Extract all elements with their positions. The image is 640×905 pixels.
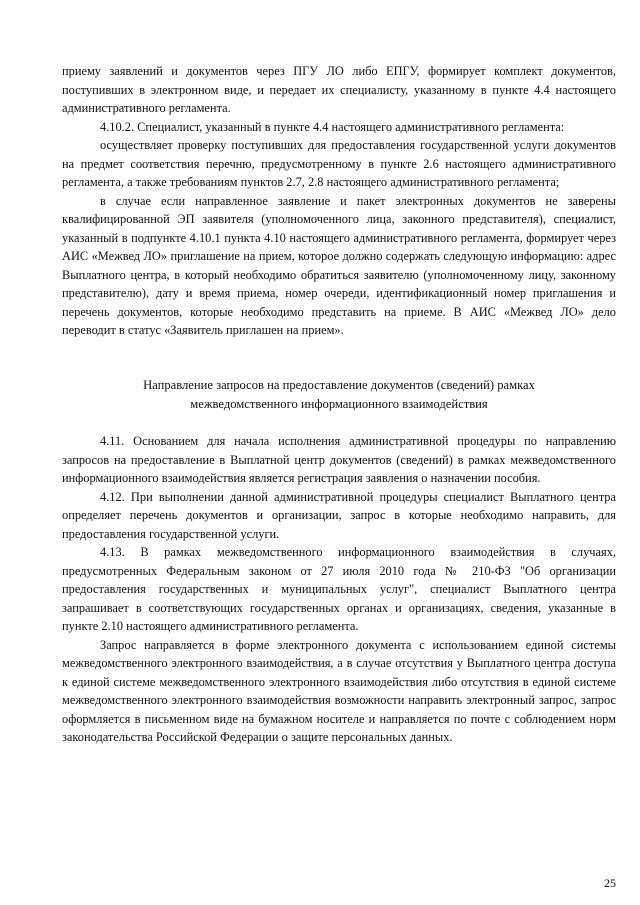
- section-heading: [62, 376, 616, 414]
- section-heading-line-2: межведомственного информационного взаимодействия: [190, 397, 488, 411]
- paragraph-4-11: 4.11. Основанием для начала исполнения административной процедуры по направлению запросов на предоставление в Выплатной центр документов (сведений) в рамках межведомственного информационного взаимодействия является регистрация заявления о назначении пособия.: [62, 434, 616, 485]
- paragraph-4-12: 4.12. При выполнении данной административной процедуры специалист Выплатного центра определяет перечень документов и организации, запрос в которые необходимо направить, для предоставления государственной услуги.: [62, 489, 616, 541]
- section-heading-line-1: Направление запросов на предоставление документов (сведений) рамках: [143, 378, 535, 392]
- paragraph-request-form: Запрос направляется в форме электронного документа с использованием единой системы межведомственного электронного взаимодействия, а в случае отсутствия у Выплатного центра доступа к единой системе межведомственного электронного взаимодействия либо отсутствия в единой системе межведомственного электронного взаимодействия возможности направить электронный запрос, запрос оформляется в письменном виде на бумажном носителе и направляется по почте с соблюдением норм законодательства Российской Федерации о защите персональных данных.: [62, 637, 616, 744]
- paragraph-4-13: 4.13. В рамках межведомственного информационного взаимодействия в случаях, предусмотренных Федеральным законом от 27 июля 2010 года № 210-ФЗ "Об организации предоставления государственных и муниципальных услуг", специалист Выплатного центра запрашивает в соответствующих государственных органах и организациях, сведения, указанные в пункте 2.10 настоящего административного регламента.: [62, 545, 616, 633]
- paragraph-4-10-2: 4.10.2. Специалист, указанный в пункте 4.4 настоящего административного регламента:: [100, 119, 565, 134]
- page-number: 25: [604, 876, 616, 890]
- paragraph-verification: осуществляет проверку поступивших для предоставления государственной услуги документов на предмет соответствия перечню, предусмотренному в пункте 2.6 настоящего административного регламента, а также требованиям пунктов 2.7, 2.8 настоящего административного регламента;: [62, 138, 616, 189]
- text-block-lower: [62, 432, 616, 747]
- paragraph-continuation: приему заявлений и документов через ПГУ ЛО либо ЕПГУ, формирует комплект документов, поступивших в электронном виде, и передает их специалисту, указанному в пункте 4.4 настоящего административного регламента.: [62, 64, 616, 115]
- paragraph-invitation: в случае если направленное заявление и пакет электронных документов не заверены квалифицированной ЭП заявителя (уполномоченного лица, законного представителя), специалист, указанный в подпункте 4.10.1 пункта 4.10 настоящего административного регламента, формирует через АИС «Межвед ЛО» приглашение на прием, которое должно содержать следующую информацию: адрес Выплатного центра, в который необходимо обратиться заявителю (уполномоченному лицу, законному представителю), дату и время приема, номер очереди, идентификационный номер приглашения и перечень документов, которые необходимо представить на приеме. В АИС «Межвед ЛО» дело переводит в статус «Заявитель приглашен на прием».: [62, 193, 616, 337]
- text-block-upper: [62, 62, 616, 340]
